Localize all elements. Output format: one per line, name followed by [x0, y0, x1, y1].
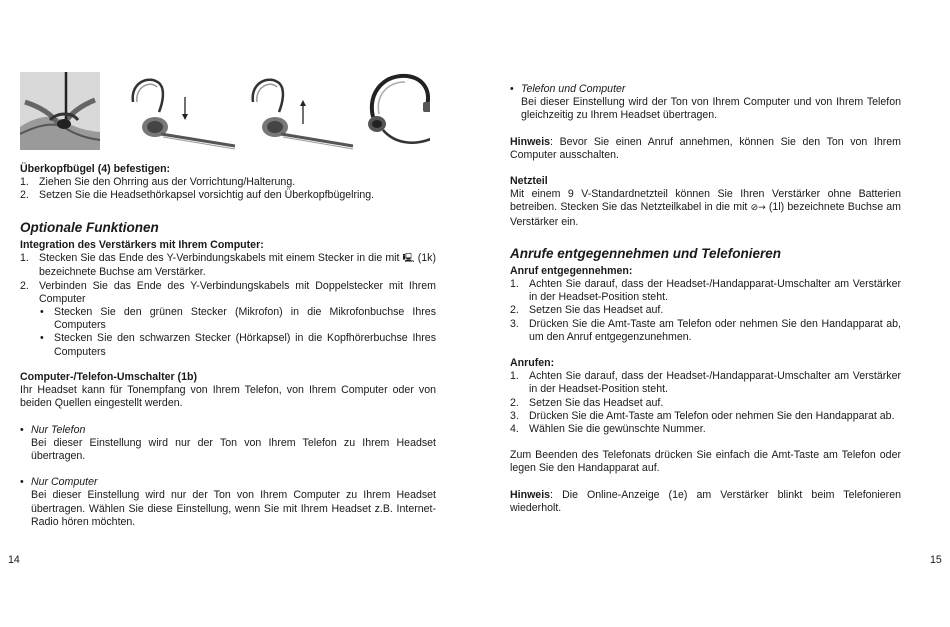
optional-functions-heading: Optionale Funktionen	[20, 220, 159, 235]
power-supply-text: Mit einem 9 V-Standardnetzteil können Sie Ihren Verstärker ohne Batterien betreiben. Stecken Sie das Netzteilkabel in die mit ⊘→ (1l) bezeichnete Buchse am Verstärker ein.	[510, 188, 902, 228]
hint-mute-computer: Hinweis: Bevor Sie einen Anruf annehmen, können Sie den Ton von Ihrem Computer ausschalten.	[510, 135, 901, 161]
right-page	[475, 0, 950, 627]
earhook-insert-illustration	[133, 80, 235, 149]
hands-removing-earring-illustration	[20, 72, 100, 150]
answer-call-steps	[510, 278, 901, 344]
list-item: • Stecken Sie den grünen Stecker (Mikrofon) in die Mikrofonbuchse Ihres Computers	[40, 306, 436, 332]
switch-title: Computer-/Telefon-Umschalter (1b)	[20, 371, 197, 383]
headband-headset-illustration	[368, 76, 430, 143]
optional-functions-section	[20, 220, 436, 359]
right-column	[510, 83, 901, 515]
headband-steps	[20, 176, 436, 202]
computer-integration-title: Integration des Verstärkers mit Ihrem Computer:	[20, 239, 264, 251]
option-phone-only: • Nur Telefon Bei dieser Einstellung wird nur der Ton von Ihrem Telefon zu Ihrem Headset übertragen.	[20, 423, 436, 463]
make-call-steps	[510, 370, 901, 436]
computer-integration-steps	[20, 252, 436, 306]
list-item: 1. Stecken Sie das Ende des Y-Verbindungskabels mit einem Stecker in die mit 🖳 (1k) bezeichnete Buchse am Verstärker.	[20, 252, 436, 279]
computer-icon: 🖳	[402, 254, 415, 265]
headband-title: Überkopfbügel (4) befestigen:	[20, 163, 171, 175]
computer-plug-bullets	[20, 306, 436, 359]
switch-section	[20, 371, 436, 529]
list-item: 3. Drücken Sie die Amt-Taste am Telefon oder nehmen Sie den Handapparat ab, um den Anruf entgegenzunehmen.	[510, 317, 901, 343]
list-item: • Stecken Sie den schwarzen Stecker (Hörkapsel) in die Kopfhörerbuchse Ihres Computers	[40, 332, 436, 358]
hint-online-indicator: Hinweis: Die Online-Anzeige (1e) am Verstärker blinkt beim Telefonieren wiederholt.	[510, 488, 901, 514]
power-supply-title: Netzteil	[510, 175, 548, 188]
calls-heading: Anrufe entgegennehmen und Telefonieren	[510, 245, 782, 261]
headband-assembly-illustrations	[20, 72, 430, 152]
end-call-text: Zum Beenden des Telefonats drücken Sie einfach die Amt-Taste am Telefon oder legen Sie den Handapparat auf.	[510, 449, 901, 475]
list-item: 1. Achten Sie darauf, dass der Headset-/Handapparat-Umschalter am Verstärker in der Headset-Position steht.	[510, 370, 901, 396]
earhook-remove-illustration	[253, 80, 353, 149]
list-item: 2. Verbinden Sie das Ende des Y-Verbindungskabels mit Doppelstecker mit Ihrem Computer	[20, 279, 436, 305]
option-computer-only: • Nur Computer Bei dieser Einstellung wird nur der Ton von Ihrem Computer zu Ihrem Headset übertragen. Wählen Sie diese Einstellung, wenn Sie mit Ihrem Headset z.B. Internet-Radio hören möchten.	[20, 476, 436, 528]
list-item: 2. Setzen Sie das Headset auf.	[510, 396, 664, 409]
answer-call-title: Anruf entgegennehmen:	[510, 264, 633, 277]
headband-section	[20, 163, 436, 203]
option-phone-and-computer: • Telefon und Computer Bei dieser Einstellung wird der Ton von Ihrem Computer und von Ihrem Telefon gleichzeitig zu Ihrem Headset übertragen.	[510, 83, 901, 122]
list-item: 3. Drücken Sie die Amt-Taste am Telefon oder nehmen Sie den Handapparat ab.	[510, 409, 895, 422]
list-item: 4. Wählen Sie die gewünschte Nummer.	[510, 423, 706, 436]
list-item: 2. Setzen Sie die Headsethörkapsel vorsichtig auf den Überkopfbügelring.	[20, 189, 375, 202]
make-call-title: Anrufen:	[510, 357, 555, 370]
page-number-left: 14	[8, 554, 20, 566]
list-item: 1. Achten Sie darauf, dass der Headset-/Handapparat-Umschalter am Verstärker in der Headset-Position steht.	[510, 278, 901, 304]
switch-intro: Ihr Headset kann für Tonempfang von Ihrem Telefon, von Ihrem Computer oder von beiden Quellen eingestellt werden.	[20, 384, 436, 410]
list-item: 1. Ziehen Sie den Ohrring aus der Vorrichtung/Halterung.	[20, 176, 296, 189]
power-plug-icon: ⊘→	[750, 203, 766, 214]
list-item: 2. Setzen Sie das Headset auf.	[510, 304, 664, 317]
page-number-right: 15	[930, 554, 942, 566]
